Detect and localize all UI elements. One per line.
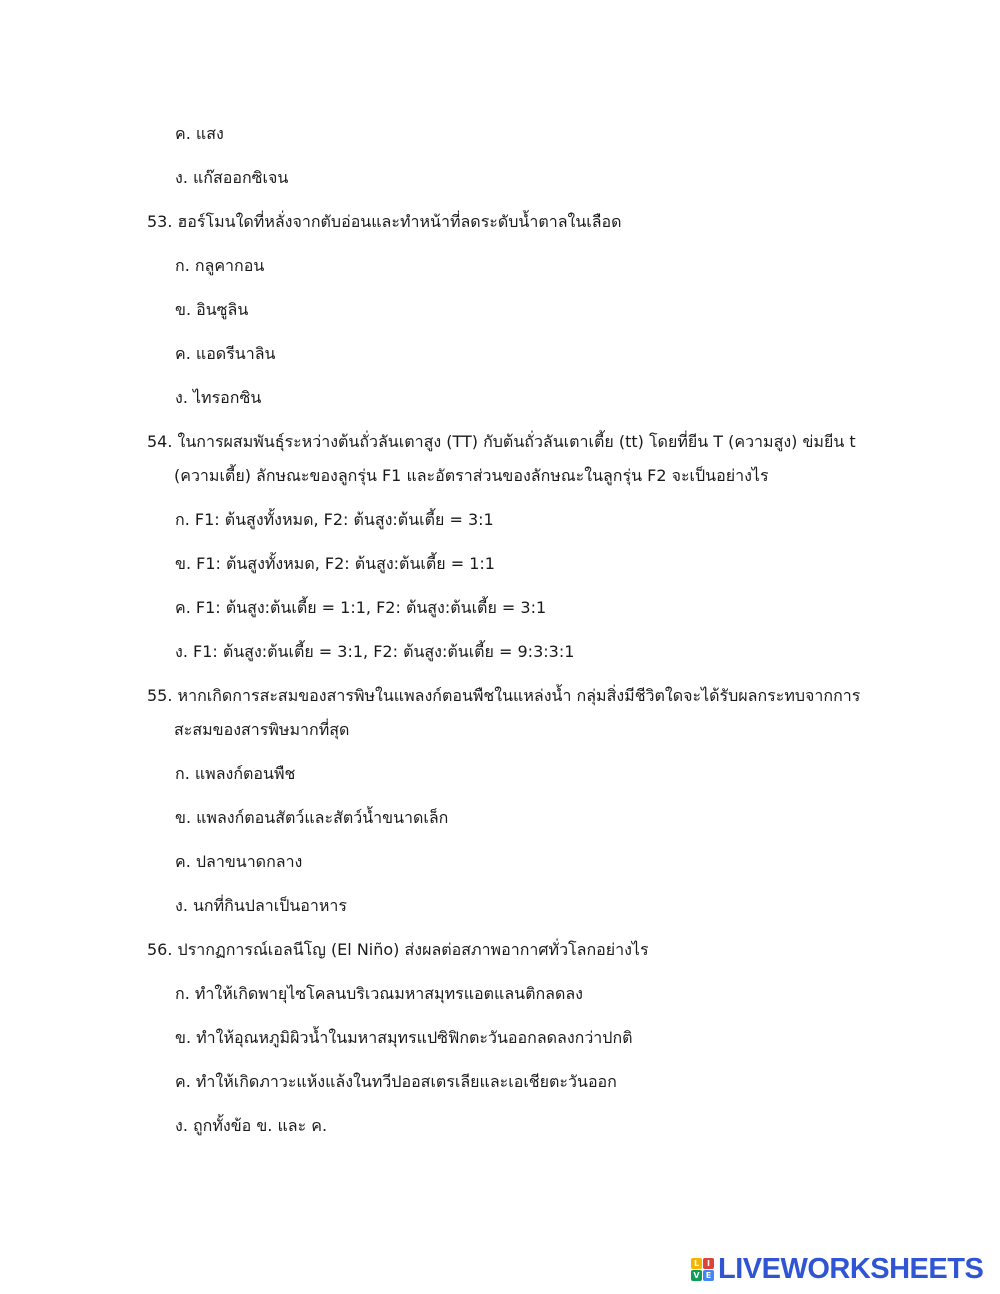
liveworksheets-logo xyxy=(691,1252,983,1286)
q56-option-d[interactable]: ง. ถูกทั้งข้อ ข. และ ค. xyxy=(175,1116,328,1135)
q56-question: 56. ปรากฏการณ์เอลนีโญ (El Niño) ส่งผลต่อสภาพอากาศทั่วโลกอย่างไร xyxy=(147,940,649,959)
q55-option-d[interactable]: ง. นกที่กินปลาเป็นอาหาร xyxy=(175,896,348,915)
q54-option-b[interactable]: ข. F1: ต้นสูงทั้งหมด, F2: ต้นสูง:ต้นเตี้ย = 1:1 xyxy=(175,554,495,573)
q52-option-c[interactable]: ค. แสง xyxy=(175,124,224,143)
q54-option-d[interactable]: ง. F1: ต้นสูง:ต้นเตี้ย = 3:1, F2: ต้นสูง:ต้นเตี้ย = 9:3:3:1 xyxy=(175,642,575,661)
q55-option-c[interactable]: ค. ปลาขนาดกลาง xyxy=(175,852,303,871)
logo-mark-i: I xyxy=(703,1258,714,1269)
q53-option-b[interactable]: ข. อินซูลิน xyxy=(175,300,249,319)
q55-question-line-1: 55. หากเกิดการสะสมของสารพิษในแพลงก์ตอนพืชในแหล่งน้ำ กลุ่มสิ่งมีชีวิตใดจะได้รับผลกระทบจากการ xyxy=(147,686,861,705)
q54-question-line-1: 54. ในการผสมพันธุ์ระหว่างต้นถั่วลันเตาสูง (TT) กับต้นถั่วลันเตาเตี้ย (tt) โดยที่ยีน T (ความสูง) ข่มยีน t xyxy=(147,432,856,451)
liveworksheets-logo-icon xyxy=(691,1258,714,1281)
q53-option-a[interactable]: ก. กลูคากอน xyxy=(175,256,265,275)
q54-option-c[interactable]: ค. F1: ต้นสูง:ต้นเตี้ย = 1:1, F2: ต้นสูง:ต้นเตี้ย = 3:1 xyxy=(175,598,547,617)
q53-option-c[interactable]: ค. แอดรีนาลิน xyxy=(175,344,276,363)
q54-question-line-2: (ความเตี้ย) ลักษณะของลูกรุ่น F1 และอัตราส่วนของลักษณะในลูกรุ่น F2 จะเป็นอย่างไร xyxy=(174,466,769,485)
q56-option-a[interactable]: ก. ทำให้เกิดพายุไซโคลนบริเวณมหาสมุทรแอตแลนติกลดลง xyxy=(175,984,583,1003)
q53-option-d[interactable]: ง. ไทรอกซิน xyxy=(175,388,262,407)
q55-option-a[interactable]: ก. แพลงก์ตอนพืช xyxy=(175,764,296,783)
logo-mark-e: E xyxy=(703,1270,714,1281)
q56-option-b[interactable]: ข. ทำให้อุณหภูมิผิวน้ำในมหาสมุทรแปซิฟิกตะวันออกลดลงกว่าปกติ xyxy=(175,1028,633,1047)
q54-option-a[interactable]: ก. F1: ต้นสูงทั้งหมด, F2: ต้นสูง:ต้นเตี้ย = 3:1 xyxy=(175,510,494,529)
q52-option-d[interactable]: ง. แก๊สออกซิเจน xyxy=(175,168,289,187)
q56-option-c[interactable]: ค. ทำให้เกิดภาวะแห้งแล้งในทวีปออสเตรเลียและเอเชียตะวันออก xyxy=(175,1072,617,1091)
q55-option-b[interactable]: ข. แพลงก์ตอนสัตว์และสัตว์น้ำขนาดเล็ก xyxy=(175,808,449,827)
q53-question: 53. ฮอร์โมนใดที่หลั่งจากตับอ่อนและทำหน้าที่ลดระดับน้ำตาลในเลือด xyxy=(147,212,622,231)
logo-mark-v: V xyxy=(691,1270,702,1281)
logo-mark-l: L xyxy=(691,1258,702,1269)
logo-text: LIVEWORKSHEETS xyxy=(718,1252,984,1285)
q55-question-line-2: สะสมของสารพิษมากที่สุด xyxy=(174,720,350,739)
